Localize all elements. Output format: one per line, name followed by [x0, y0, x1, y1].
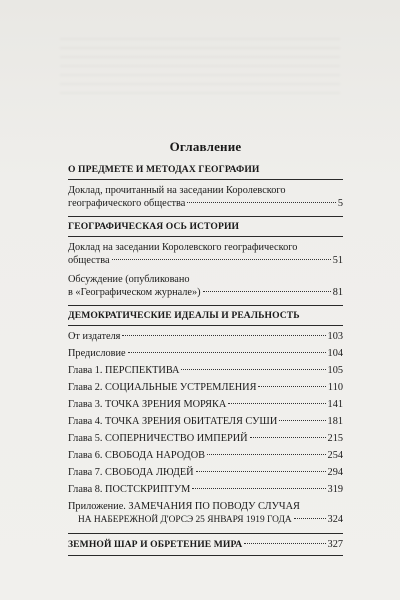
chapter-label: Глава 2. СОЦИАЛЬНЫЕ УСТРЕМЛЕНИЯ [68, 382, 257, 393]
chapter-label: Предисловие [68, 348, 126, 359]
chapter-label: Глава 6. СВОБОДА НАРОДОВ [68, 450, 206, 461]
dot-leader [187, 201, 336, 203]
chapter-entry [68, 449, 343, 462]
section-rule [68, 305, 343, 306]
toc-entry [68, 241, 343, 267]
section-rule [68, 533, 343, 534]
dot-leader [279, 419, 325, 421]
section-rule [68, 555, 343, 556]
section-rule [68, 236, 343, 237]
entry-line: Доклад на заседании Королевского географического [68, 242, 298, 253]
page-number: 105 [327, 365, 343, 376]
dot-leader [192, 487, 325, 489]
entry-line: географического общества [68, 198, 186, 209]
page-number: 110 [327, 382, 343, 393]
section-rule [68, 179, 343, 180]
dot-leader [207, 453, 326, 455]
page-number: 324 [327, 514, 343, 525]
dot-leader [181, 368, 325, 370]
chapter-entry [68, 483, 343, 496]
page-number: 215 [327, 433, 343, 444]
dot-leader [258, 385, 325, 387]
section-title: ГЕОГРАФИЧЕСКАЯ ОСЬ ИСТОРИИ [68, 221, 240, 232]
dot-leader [196, 470, 326, 472]
table-of-contents [68, 139, 343, 560]
section-title: ДЕМОКРАТИЧЕСКИЕ ИДЕАЛЫ И РЕАЛЬНОСТЬ [68, 310, 300, 321]
page-number: 327 [327, 539, 343, 550]
page-number: 51 [332, 255, 343, 266]
dot-leader [244, 542, 325, 544]
toc-entry [68, 273, 343, 299]
entry-line: НА НАБЕРЕЖНОЙ Д'ОРСЭ 25 ЯНВАРЯ 1919 ГОДА [78, 515, 292, 525]
chapter-entry [68, 398, 343, 411]
chapter-entry [68, 381, 343, 394]
page-number: 5 [337, 198, 343, 209]
chapter-label: Глава 4. ТОЧКА ЗРЕНИЯ ОБИТАТЕЛЯ СУШИ [68, 416, 278, 427]
chapter-entry [68, 364, 343, 377]
section-entry [68, 538, 343, 551]
chapter-label: Глава 1. ПЕРСПЕКТИВА [68, 365, 180, 376]
page-number: 103 [327, 331, 343, 342]
chapter-label: От издателя [68, 331, 121, 342]
chapter-entry [68, 466, 343, 479]
page-number: 81 [332, 287, 343, 298]
toc-entry [68, 184, 343, 210]
page-number: 141 [327, 399, 343, 410]
page-number: 319 [327, 484, 343, 495]
dot-leader [250, 436, 326, 438]
chapter-entry [68, 347, 343, 360]
chapter-label: Глава 5. СОПЕРНИЧЕСТВО ИМПЕРИЙ [68, 433, 248, 444]
dot-leader [294, 517, 326, 519]
chapter-entry [68, 330, 343, 343]
entry-line: общества [68, 255, 110, 266]
page-number: 254 [327, 450, 343, 461]
dot-leader [112, 258, 331, 260]
entry-line: в «Географическом журнале») [68, 287, 201, 298]
chapter-label: Глава 3. ТОЧКА ЗРЕНИЯ МОРЯКА [68, 399, 227, 410]
chapter-label: Глава 8. ПОСТСКРИПТУМ [68, 484, 191, 495]
chapter-label: Глава 7. СВОБОДА ЛЮДЕЙ [68, 467, 194, 478]
section-title: О ПРЕДМЕТЕ И МЕТОДАХ ГЕОГРАФИИ [68, 164, 260, 175]
toc-title: Оглавление [169, 139, 242, 154]
page-number: 294 [327, 467, 343, 478]
entry-line: Приложение. ЗАМЕЧАНИЯ ПО ПОВОДУ СЛУЧАЯ [68, 501, 300, 512]
show-through-text [60, 38, 340, 98]
section-rule [68, 325, 343, 326]
entry-line: Обсуждение (опубликовано [68, 274, 190, 285]
dot-leader [128, 351, 326, 353]
chapter-entry [68, 432, 343, 445]
page-number: 181 [327, 416, 343, 427]
section-rule [68, 216, 343, 217]
dot-leader [122, 334, 325, 336]
entry-line: Доклад, прочитанный на заседании Королевского [68, 185, 286, 196]
page-number: 104 [327, 348, 343, 359]
dot-leader [228, 402, 325, 404]
chapter-entry [68, 415, 343, 428]
dot-leader [203, 290, 331, 292]
appendix-entry [68, 500, 343, 527]
section-title: ЗЕМНОЙ ШАР И ОБРЕТЕНИЕ МИРА [68, 539, 243, 550]
